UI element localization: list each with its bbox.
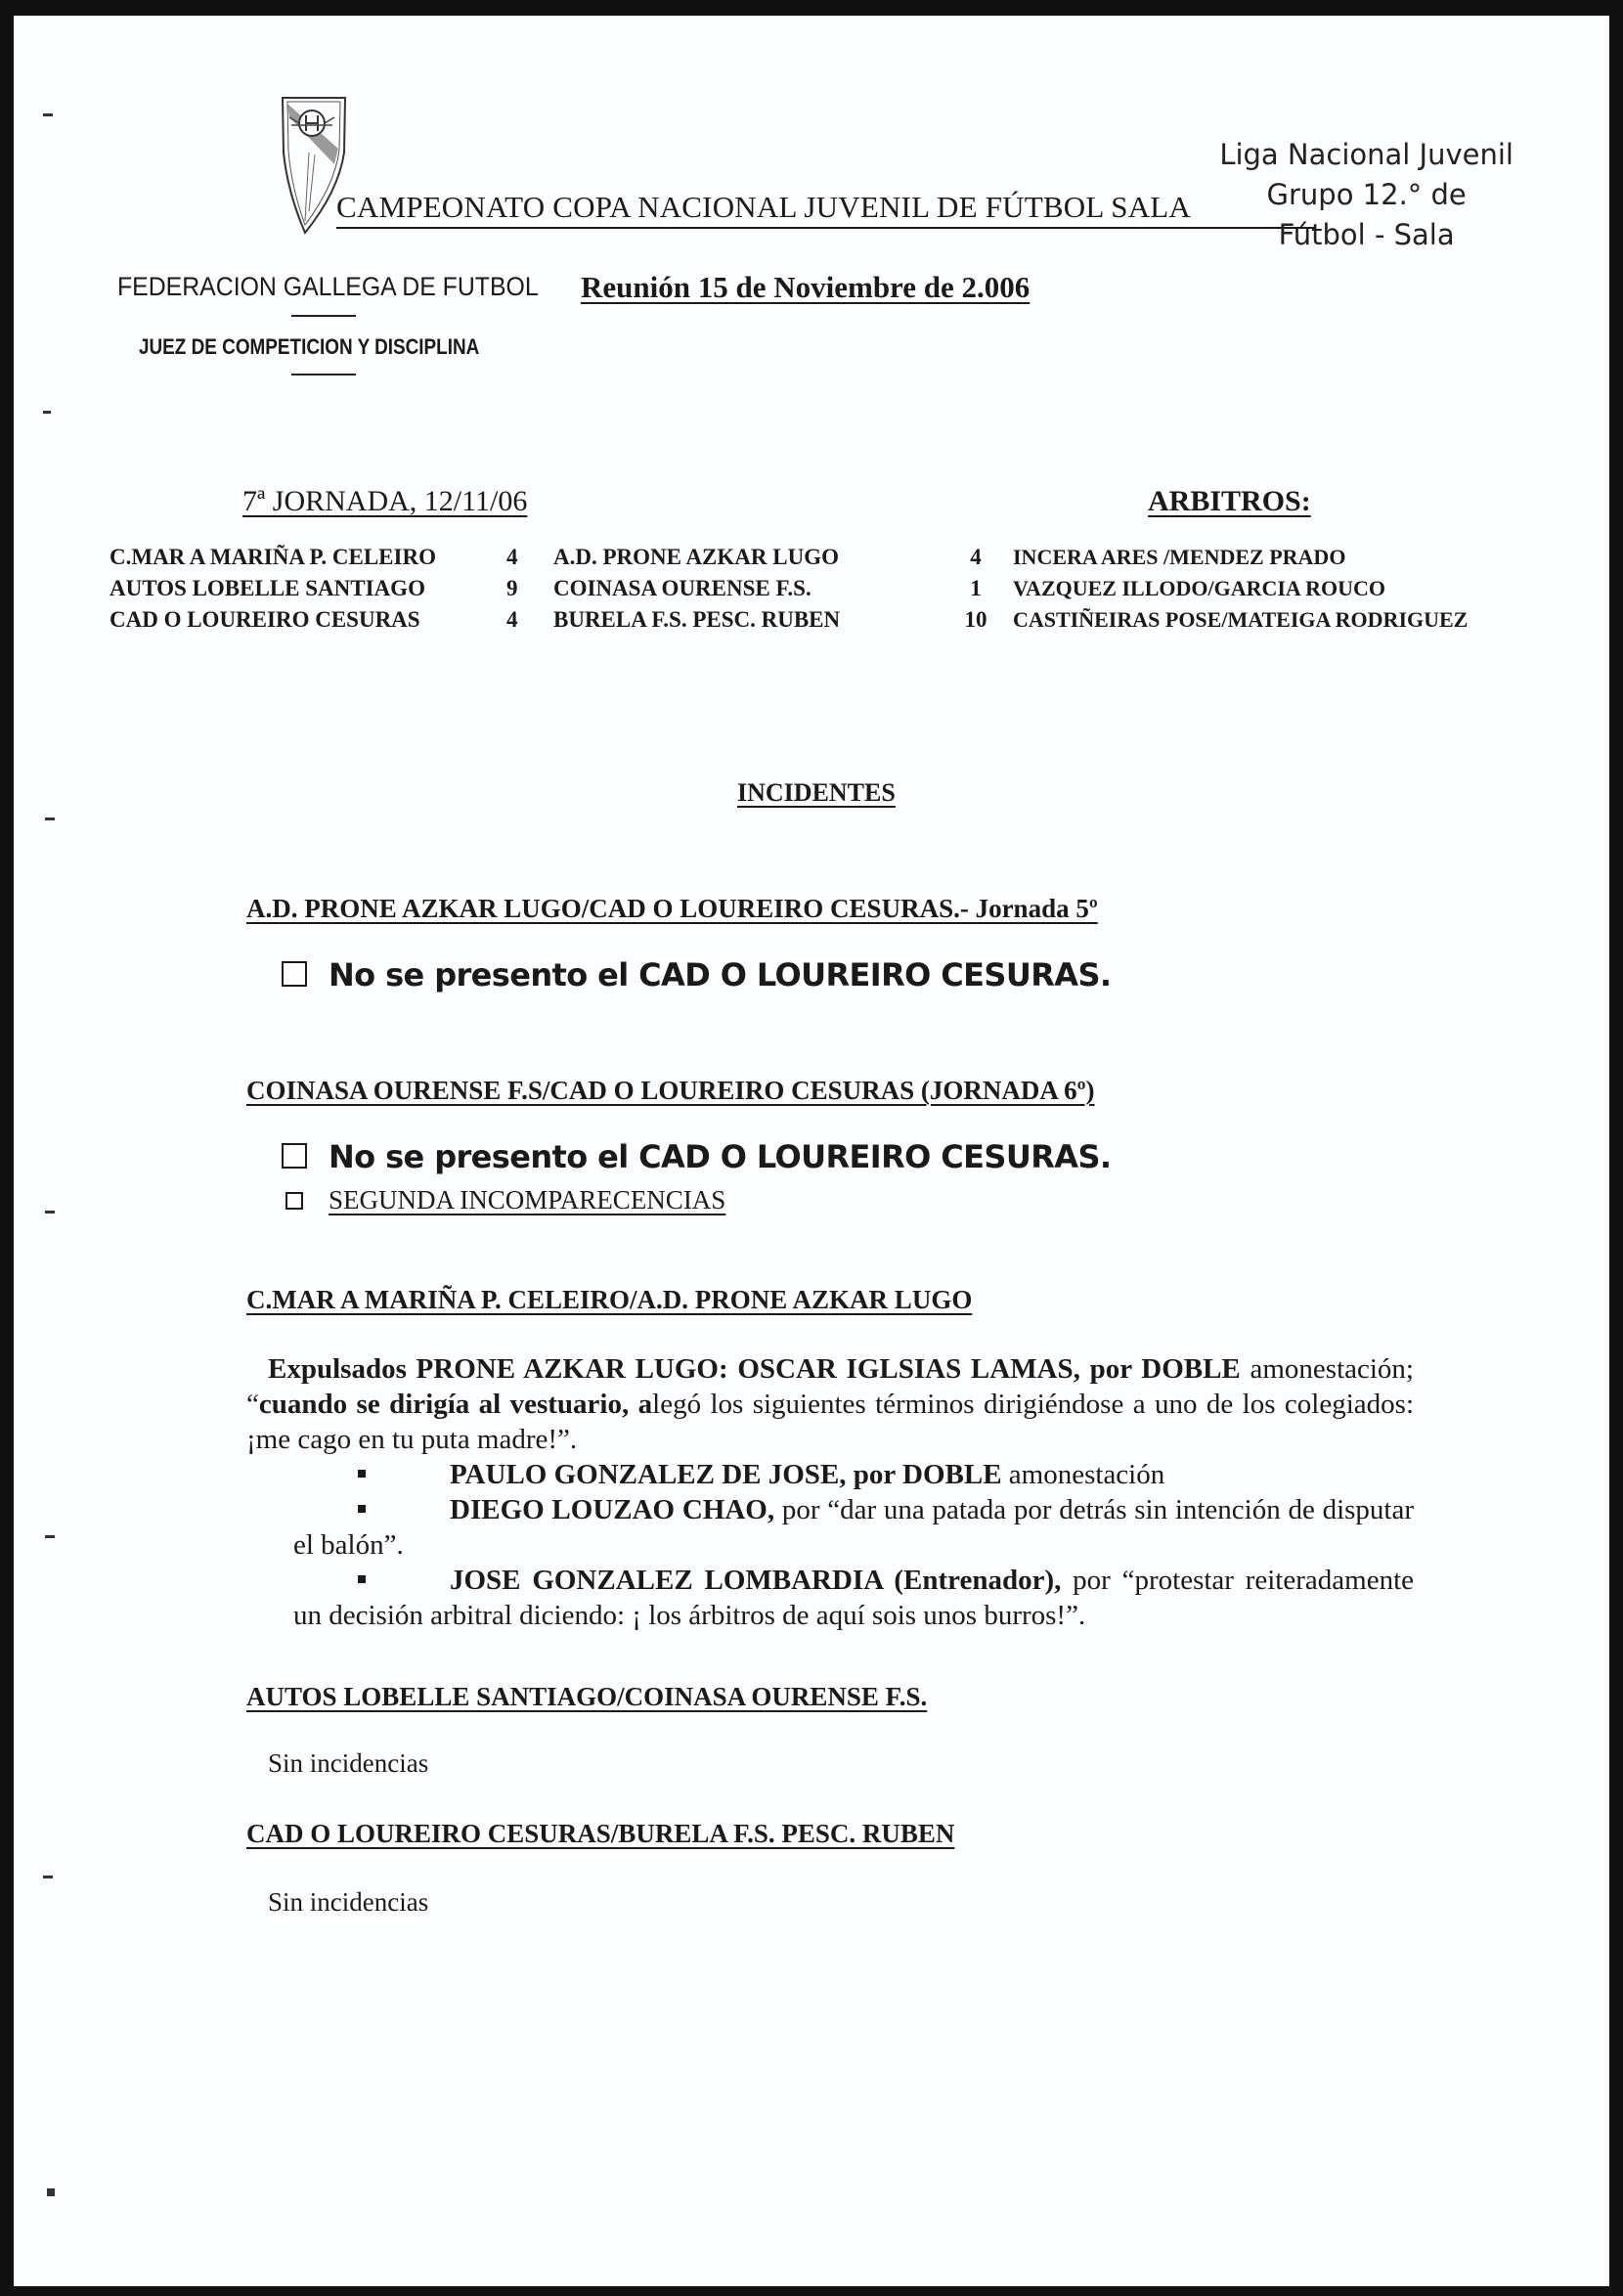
incident-1-item [282,956,1111,993]
committee-divider [291,374,356,375]
bullet-1-bold: PAULO GONZALEZ DE JOSE, por DOBLE [450,1459,1002,1490]
incident-3-paragraph [246,1351,1414,1457]
document-page [14,16,1609,2286]
match-3-referees: CASTIÑEIRAS POSE/MATEIGA RODRIGUEZ [1013,607,1469,632]
federation-name: FEDERACION GALLEGA DE FUTBOL [117,272,539,301]
match-2-home: AUTOS LOBELLE SANTIAGO [110,576,425,600]
incident-2-item-2-text: SEGUNDA INCOMPARECENCIAS [329,1185,726,1214]
scan-mark [43,411,51,414]
scan-mark [43,113,53,116]
committee-name: JUEZ DE COMPETICION Y DISCIPLINA [139,334,480,359]
incident-2-heading: COINASA OURENSE F.S/CAD O LOUREIRO CESURAS (JORNADA 6º) [246,1076,1095,1105]
incident-3-bullet-2 [293,1492,1414,1563]
league-line-3: Fútbol - Sala [1278,218,1455,251]
scan-mark [45,1211,55,1214]
incident-2-item-2 [285,1185,725,1215]
expelled-text-1: amonestación; “ [246,1353,1414,1420]
match-3-away: BURELA F.S. PESC. RUBEN [553,607,841,632]
title-underline [336,227,1314,229]
league-label [1219,135,1513,255]
expelled-text-2: legó los siguientes términos dirigiéndose a uno de los colegiados:¡me cago en tu puta madre!”. [246,1389,1414,1455]
checkbox-icon [282,1143,307,1169]
incident-4-heading: AUTOS LOBELLE SANTIAGO/COINASA OURENSE F.S. [246,1682,928,1711]
incident-1-heading: A.D. PRONE AZKAR LUGO/CAD O LOUREIRO CESURAS.- Jornada 5º [246,894,1098,923]
bullet-icon [358,1505,366,1513]
scan-mark [43,1876,53,1878]
league-line-2: Grupo 12.° de [1266,178,1467,211]
bullet-icon [358,1470,366,1478]
match-1-referees: INCERA ARES /MENDEZ PRADO [1013,545,1346,569]
incident-5-text: Sin incidencias [268,1887,429,1917]
bullet-2-text: por “dar una patada por detrás sin intención de disputar el balón”. [293,1494,1414,1561]
match-3-away-goals: 10 [964,607,987,632]
federation-divider [291,315,356,317]
referees-title: ARBITROS: [1148,485,1311,517]
match-3-home: CAD O LOUREIRO CESURAS [110,607,420,632]
incident-2-item [282,1138,1111,1175]
scan-mark [45,1535,55,1538]
scan-mark [47,2188,55,2196]
away-goals-column [956,542,995,636]
match-3-home-goals: 4 [506,607,518,632]
championship-title: CAMPEONATO COPA NACIONAL JUVENIL DE FÚTBOL SALA [336,190,1192,224]
match-2-referees: VAZQUEZ ILLODO/GARCIA ROUCO [1013,576,1385,600]
match-1-home-goals: 4 [506,545,518,569]
checkbox-icon [285,1192,303,1210]
home-teams-column [110,542,436,636]
league-line-1: Liga Nacional Juvenil [1219,138,1513,171]
checkbox-icon [282,961,307,987]
expelled-lead: Expulsados PRONE AZKAR LUGO: OSCAR IGLSIAS LAMAS, por DOBLE [268,1353,1241,1385]
incident-4-text: Sin incidencias [268,1748,429,1778]
bullet-icon [358,1575,366,1583]
incidents-title: INCIDENTES [737,778,896,807]
match-2-away: COINASA OURENSE F.S. [553,576,812,600]
referees-column [1013,542,1468,636]
expelled-quote-bold: cuando se dirigía al vestuario, a [258,1389,653,1420]
home-goals-column [506,542,518,636]
scan-mark [45,817,55,820]
incident-1-item-text: No se presento el CAD O LOUREIRO CESURAS. [329,956,1112,993]
incident-5-heading: CAD O LOUREIRO CESURAS/BURELA F.S. PESC. RUBEN [246,1819,955,1848]
bullet-3-text: por “protestar reiteradamente un decisión arbitral diciendo: ¡ los árbitros de aquí sois unos burros!”. [293,1565,1414,1631]
bullet-3-bold: JOSE GONZALEZ LOMBARDIA (Entrenador), [450,1565,1062,1596]
incident-3-heading: C.MAR A MARIÑA P. CELEIRO/A.D. PRONE AZKAR LUGO [246,1285,973,1314]
incident-3-bullet-3 [293,1563,1414,1633]
match-1-away-goals: 4 [970,545,982,569]
away-teams-column [553,542,840,636]
incident-3-bullet-1 [293,1457,1414,1492]
match-2-away-goals: 1 [970,576,982,600]
bullet-2-bold: DIEGO LOUZAO CHAO, [450,1494,775,1525]
bullet-1-text: amonestación [1001,1459,1165,1490]
match-1-away: A.D. PRONE AZKAR LUGO [553,545,839,569]
incident-2-item-text: No se presento el CAD O LOUREIRO CESURAS. [329,1138,1112,1175]
round-title: 7ª JORNADA, 12/11/06 [242,485,528,517]
match-2-home-goals: 9 [506,576,518,600]
match-1-home: C.MAR A MARIÑA P. CELEIRO [110,545,436,569]
meeting-date: Reunión 15 de Noviembre de 2.006 [581,270,1031,304]
